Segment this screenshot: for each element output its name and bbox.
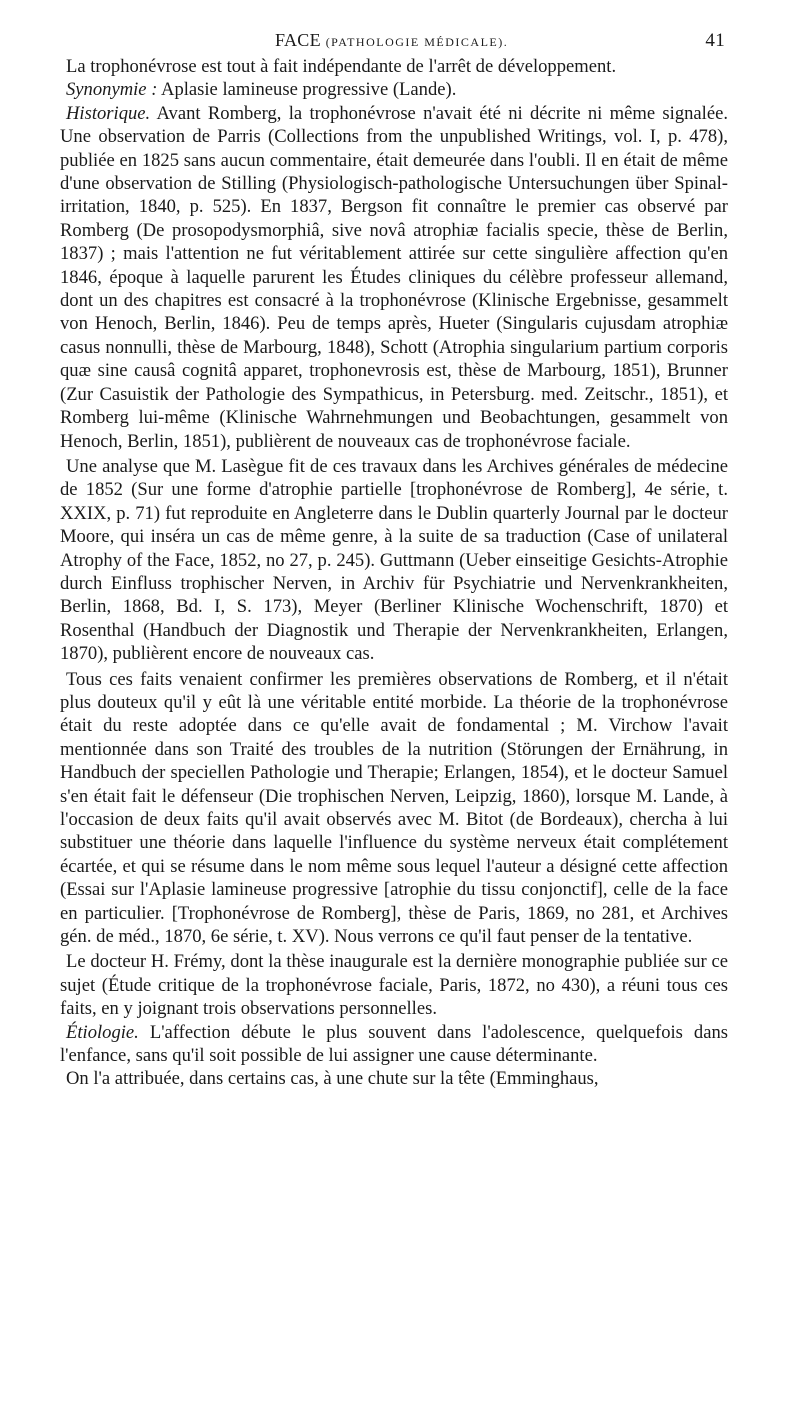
section-label-historique: Historique. [66,102,151,124]
paragraph-etiologie [60,1021,728,1068]
header-title [275,30,508,51]
paragraph-virchow [60,668,728,949]
section-label-etiologie: Étiologie. [66,1021,139,1043]
running-header [60,30,725,52]
paragraph-text: Aplasie lamineuse progressive (Lande). [157,79,457,101]
page-number: 41 [705,30,725,51]
paragraph-text: L'affection débute le plus souvent dans l'adolescence, quelquefois dans l'enfance, sans qu'il soit possible de lui assigner une cause déterminante. [60,1021,728,1067]
paragraph-text: La trophonévrose est tout à fait indépendante de l'arrêt de développement. [66,56,617,77]
section-label-synonymie: Synonymie : [66,79,158,101]
paragraph-lasegue [60,455,728,666]
body-text [60,55,728,1091]
paragraph-text: Avant Romberg, la trophonévrose n'avait été ni décrite ni même signalée. Une observation de Parris (Collections from the unpublished Writings, vol. I, p. 478), publiée en 1825 sans aucun commentaire, était demeurée dans l'oubli. Il en était de même d'une observation de Stilling (Physiologisch-pathologische Untersuchungen über Spinal-irritation, 1840, p. 525). En 1837, Bergson fit connaître le premier cas observé par Romberg (De prosopodysmorphiâ, sive novâ atrophiæ facialis specie, thèse de Berlin, 1837) ; mais l'attention ne fut véritablement attirée sur cette singulière affection qu'en 1846, époque à laquelle parurent les Études cliniques du célèbre professeur allemand, dont un des chapitres est consacré à la trophonévrose (Klinische Ergebnisse, gesammelt von Henoch, Berlin, 1846). Peu de temps après, Hueter (Singularis cujusdam atrophiæ casus nonnulli, thèse de Marbourg, 1848), Schott (Atrophia singularium partium corporis quæ sine causâ cognitâ apparet, trophonevrosis est, thèse de Marbourg, 1851), Brunner (Zur Casuistik der Pathologie des Sympathicus, in Petersburg. med. Zeitschr., 1851), et Romberg lui-même (Klinische Wahrnehmungen und Beobachtungen, gesammelt von Henoch, Berlin, 1851), publièrent de nouveaux cas de trophonévrose faciale. [60,102,728,452]
paragraph-text: On l'a attribuée, dans certains cas, à une chute sur la tête (Emminghaus, [66,1068,599,1090]
paragraph-historique [60,102,728,453]
paragraph-last [60,1067,728,1090]
header-title-sub: (PATHOLOGIE MÉDICALE). [325,35,509,49]
paragraph-intro [60,55,728,78]
paragraph-synonymie [60,78,728,101]
paragraph-text: Le docteur H. Frémy, dont la thèse inaugurale est la dernière monographie publiée sur ce sujet (Étude critique de la trophonévrose faciale, Paris, 1872, no 430), a réuni tous ces faits, en y joignant trois observations personnelles. [60,951,728,1020]
paragraph-fremy [60,950,728,1020]
paragraph-text: Une analyse que M. Lasègue fit de ces travaux dans les Archives générales de médecine de 1852 (Sur une forme d'atrophie partielle [trophonévrose de Romberg], 4e série, t. XXIX, p. 71) fut reproduite en Angleterre dans le Dublin quarterly Journal par le docteur Moore, qui inséra un cas de même genre, à la suite de sa traduction (Case of unilateral Atrophy of the Face, 1852, no 27, p. 245). Guttmann (Ueber einseitige Gesichts-Atrophie durch Einfluss trophischer Nerven, in Archiv für Psychiatrie und Nervenkrankheiten, Berlin, 1868, Bd. I, S. 173), Meyer (Berliner Klinische Wochenschrift, 1870) et Rosenthal (Handbuch der Diagnostik und Therapie der Nervenkrankheiten, Erlangen, 1870), publièrent encore de nouveaux cas. [60,455,728,665]
paragraph-text: Tous ces faits venaient confirmer les premières observations de Romberg, et il n'était plus douteux qu'il y eût là une véritable entité morbide. La théorie de la trophonévrose était du reste adoptée dans ce qu'elle avait de fondamental ; M. Virchow l'avait mentionnée dans son Traité des troubles de la nutrition (Störungen der Ernährung, in Handbuch der speciellen Pathologie und Therapie; Erlangen, 1854), et le docteur Samuel s'en était fait le défenseur (Die trophischen Nerven, Leipzig, 1860), lorsque M. Lande, à l'occasion de deux faits qu'il avait observés avec M. Bitot (de Bordeaux), chercha à lui substituer une théorie dans laquelle l'influence du système nerveux était complétement écartée, et qui se résume dans le nom même sous lequel l'auteur a désigné cette affection (Essai sur l'Aplasie lamineuse progressive [atrophie du tissu conjonctif], celle de la face en particulier. [Trophonévrose de Romberg], thèse de Paris, 1869, no 281, et Archives gén. de méd., 1870, 6e série, t. XV). Nous verrons ce qu'il faut penser de la tentative. [60,668,728,948]
header-title-main: FACE [275,30,321,50]
